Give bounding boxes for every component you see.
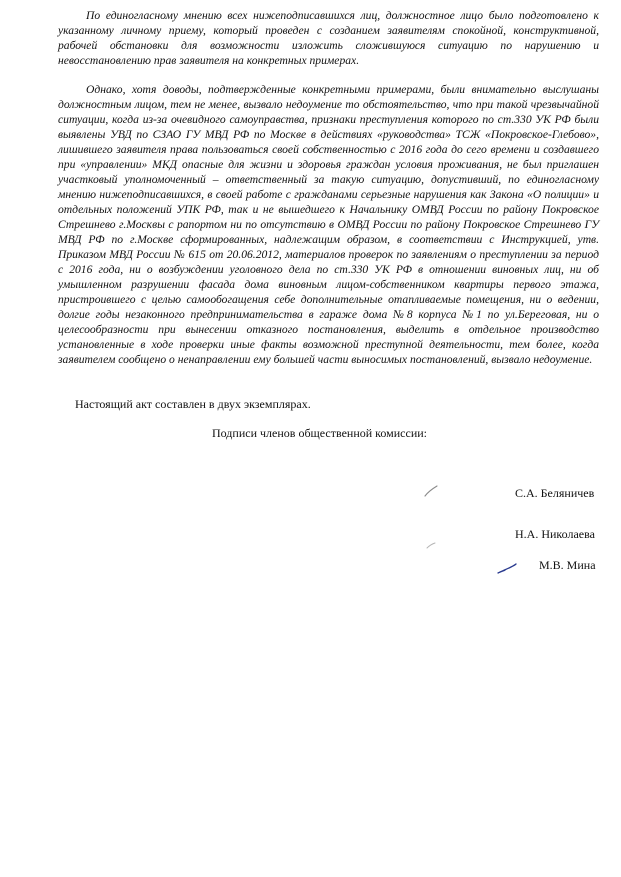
signature-mark-2 [426, 540, 438, 550]
body-paragraph-2: Однако, хотя доводы, подтвержденные конкретными примерами, были внимательно выслушаны должностным лицом, тем не менее, вызвало недоумение то обстоятельство, что при такой чрезвычайной ситуации, когда из-за очевидного самоуправства, признаки преступления которого по ст.330 УК РФ были выявлены УВД по СЗАО ГУ МВД РФ по Москве в действиях «руководства» ТСЖ «Покровское-Глебово», лишившего заявителя права пользоваться своей собственностью с 2016 года до сего времени и создавшего при «управлении» МКД опасные для жизни и здоровья граждан условия проживания, не был приглашен участковый уполномоченный – ответственный за такую ситуацию, допустивший, по единогласному мнению нижеподписавшихся, в своей работе с гражданами серьезные нарушения как Закона «О полиции» и отдельных положений УПК РФ, так и не вышедшего к Начальнику ОМВД России по району Покровское Стрешнево г.Москвы с рапортом ни по отсутствию в ОМВД России по району Покровское Стрешнево ГУ МВД РФ по г.Москве сформированных, надлежащим образом, в соответствии с Инструкцией, утв. Приказом МВД России № 615 от 20.06.2012, материалов проверок по заявлениям о преступлении за период с 2016 года, ни о возбуждении уголовного дела по ст.330 УК РФ в отношении виновных лиц, ни об умышленном разрушении фасада дома виновным лицом-собственником квартиры первого этажа, пристроившего с целью самообогащения себе дополнительные отапливаемые помещения, ни о ведении, долгие годы незаконного предпринимательства в гараже дома №8 корпуса №1 по ул.Береговая, ни о целесообразности при вынесении отказного постановления, выделить в отдельное производство установленные в ходе проверки иные факты возможной преступной деятельности, тем более, когда заявителем сообщено о ненаправлении ему большей части выносимых постановлений, вызвало недоумение. [58, 83, 599, 366]
signatures-heading: Подписи членов общественной комиссии: [211, 426, 428, 440]
signer-name-1: С.А. Беляничев [515, 486, 595, 500]
signature-mark-3 [496, 562, 518, 576]
signer-name-3: М.В. Мина [539, 558, 596, 572]
body-paragraph-1: По единогласному мнению всех нижеподписавшихся лиц, должностное лицо было подготовлено к указанному личному приему, который проведен с созданием заявителям спокойной, конструктивной, рабочей обстановки для возможности изложить сложившуюся ситуацию по нарушению и невосстановлению прав заявителя на конкретных примерах. [58, 9, 599, 67]
act-statement: Настоящий акт составлен в двух экземплярах. [75, 397, 311, 411]
signature-mark-1 [424, 484, 440, 498]
signer-name-2: Н.А. Николаева [515, 527, 595, 541]
